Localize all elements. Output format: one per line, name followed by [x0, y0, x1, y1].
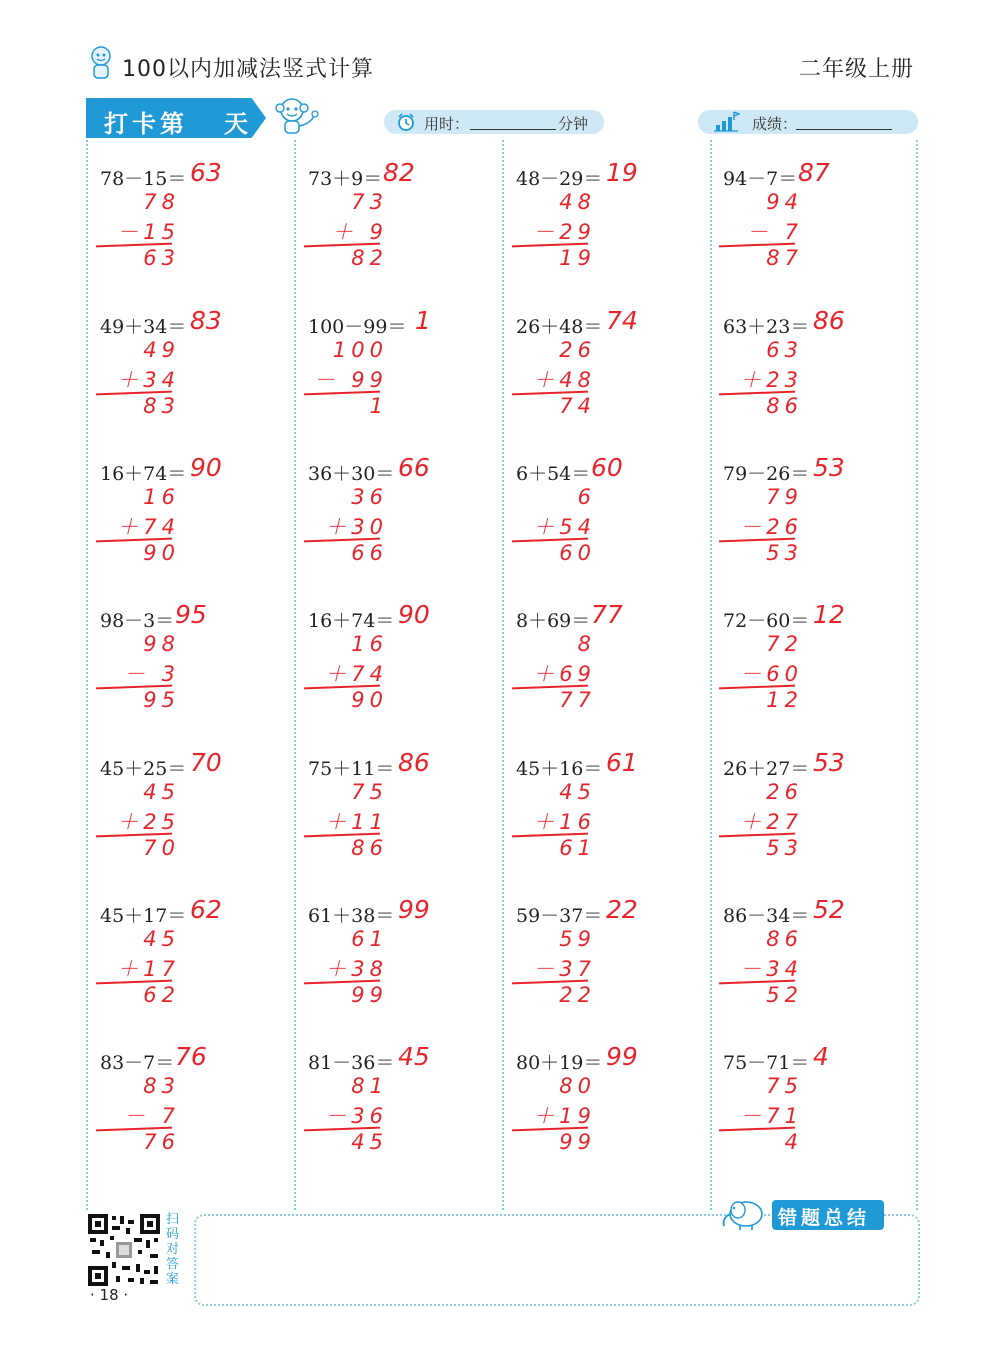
column-top-number: 59	[559, 927, 596, 951]
problem-cell	[709, 298, 909, 438]
elephant-icon	[716, 1196, 768, 1232]
column-operator-number: ＋54	[533, 515, 596, 539]
column-result: 52	[766, 983, 803, 1007]
column-top-number: 16	[351, 632, 388, 656]
handwritten-answer: 74	[606, 306, 638, 335]
problem-equation: 79－26＝	[723, 463, 810, 485]
column-operator-number: ＋27	[740, 810, 803, 834]
handwritten-answer: 63	[190, 158, 222, 187]
problem-cell	[709, 150, 909, 290]
handwritten-answer: 62	[190, 895, 222, 924]
column-top-number: 72	[766, 632, 803, 656]
handwritten-answer: 4	[813, 1042, 829, 1071]
column-result: 90	[351, 688, 388, 712]
column-operator-number: －60	[740, 662, 803, 686]
column-operator-number: ＋74	[117, 515, 180, 539]
handwritten-answer: 53	[813, 453, 845, 482]
column-top-number: 94	[766, 190, 803, 214]
column-operator-number: ＋69	[533, 662, 596, 686]
handwritten-answer: 76	[175, 1042, 207, 1071]
problem-equation: 48－29＝	[516, 168, 603, 190]
column-result: 70	[143, 836, 180, 860]
problem-equation: 98－3＝	[100, 610, 175, 632]
column-result: 99	[559, 1130, 596, 1154]
column-top-number: 63	[766, 338, 803, 362]
column-top-number: 98	[143, 632, 180, 656]
problem-equation: 75＋11＝	[308, 758, 395, 780]
problem-equation: 100－99＝	[308, 316, 407, 338]
problem-cell	[86, 150, 286, 290]
column-result: 95	[143, 688, 180, 712]
column-result: 77	[559, 688, 596, 712]
handwritten-answer: 60	[591, 453, 623, 482]
column-operator-number: ＋48	[533, 368, 596, 392]
column-result: 86	[766, 394, 803, 418]
problem-cell	[502, 592, 702, 732]
column-operator-number: － 3	[123, 662, 180, 686]
problem-cell	[709, 1034, 909, 1174]
column-operator-number: －36	[325, 1104, 388, 1128]
score-input-line[interactable]	[796, 129, 892, 130]
column-result: 87	[766, 246, 803, 270]
problem-equation: 61＋38＝	[308, 905, 395, 927]
problem-equation: 8＋69＝	[516, 610, 591, 632]
column-top-number: 6	[577, 485, 596, 509]
column-operator-number: －37	[533, 957, 596, 981]
cartoon-monkey-logo-icon	[86, 44, 116, 82]
problem-cell	[709, 592, 909, 732]
column-result: 90	[143, 541, 180, 565]
checkin-day-unit: 天	[224, 110, 248, 138]
handwritten-answer: 86	[398, 748, 430, 777]
handwritten-answer: 52	[813, 895, 845, 924]
column-operator-number: ＋ 9	[331, 220, 388, 244]
column-result: 83	[143, 394, 180, 418]
problem-cell	[294, 740, 494, 880]
handwritten-answer: 90	[398, 600, 430, 629]
column-top-number: 83	[143, 1074, 180, 1098]
column-operator-number: －34	[740, 957, 803, 981]
problem-equation: 59－37＝	[516, 905, 603, 927]
column-top-number: 36	[351, 485, 388, 509]
column-operator-number: － 7	[746, 220, 803, 244]
column-operator-number: － 7	[123, 1104, 180, 1128]
handwritten-answer: 83	[190, 306, 222, 335]
handwritten-answer: 82	[383, 158, 415, 187]
problem-cell	[709, 445, 909, 585]
column-operator-number: ＋30	[325, 515, 388, 539]
problem-cell	[294, 445, 494, 585]
column-result: 74	[559, 394, 596, 418]
qr-code-icon[interactable]	[86, 1212, 162, 1288]
column-top-number: 75	[766, 1074, 803, 1098]
problem-equation: 45＋16＝	[516, 758, 603, 780]
column-top-number: 26	[766, 780, 803, 804]
time-label: 用时：	[424, 115, 470, 133]
column-top-number: 78	[143, 190, 180, 214]
column-result: 99	[351, 983, 388, 1007]
column-operator-number: －29	[533, 220, 596, 244]
column-operator-number: ＋25	[117, 810, 180, 834]
problem-equation: 16＋74＝	[100, 463, 187, 485]
problem-cell	[294, 1034, 494, 1174]
problem-cell	[502, 445, 702, 585]
column-result: 12	[766, 688, 803, 712]
problem-cell	[502, 1034, 702, 1174]
column-operator-number: ＋11	[325, 810, 388, 834]
grade-label: 二年级上册	[798, 57, 914, 82]
column-result: 19	[559, 246, 596, 270]
book-title: 100以内加减法竖式计算	[122, 57, 374, 82]
column-result: 53	[766, 836, 803, 860]
score-label: 成绩：	[752, 115, 798, 133]
column-result: 22	[559, 983, 596, 1007]
alarm-clock-icon	[396, 112, 416, 132]
column-operator-number: －15	[117, 220, 180, 244]
problem-equation: 26＋48＝	[516, 316, 603, 338]
problem-equation: 72－60＝	[723, 610, 810, 632]
problem-cell	[502, 740, 702, 880]
problem-equation: 81－36＝	[308, 1052, 395, 1074]
column-operator-number: ＋38	[325, 957, 388, 981]
problem-equation: 83－7＝	[100, 1052, 175, 1074]
problem-cell	[502, 887, 702, 1027]
handwritten-answer: 61	[606, 748, 638, 777]
column-top-number: 16	[143, 485, 180, 509]
problem-equation: 36＋30＝	[308, 463, 395, 485]
column-top-number: 45	[143, 780, 180, 804]
column-result: 66	[351, 541, 388, 565]
column-top-number: 73	[351, 190, 388, 214]
monkey-mascot-icon	[268, 94, 320, 140]
problem-cell	[86, 298, 286, 438]
column-operator-number: ＋23	[740, 368, 803, 392]
handwritten-answer: 95	[175, 600, 207, 629]
time-input-line[interactable]	[470, 129, 556, 130]
column-top-number: 79	[766, 485, 803, 509]
column-result: 76	[143, 1130, 180, 1154]
column-result: 62	[143, 983, 180, 1007]
problem-equation: 45＋25＝	[100, 758, 187, 780]
problem-equation: 75－71＝	[723, 1052, 810, 1074]
problem-cell	[502, 150, 702, 290]
column-operator-number: ＋74	[325, 662, 388, 686]
column-result: 61	[559, 836, 596, 860]
column-top-number: 26	[559, 338, 596, 362]
handwritten-answer: 99	[398, 895, 430, 924]
problem-equation: 26＋27＝	[723, 758, 810, 780]
problem-cell	[294, 298, 494, 438]
problem-equation: 73＋9＝	[308, 168, 383, 190]
column-operator-number: ＋17	[117, 957, 180, 981]
handwritten-answer: 45	[398, 1042, 430, 1071]
problem-cell	[294, 887, 494, 1027]
problem-cell	[86, 1034, 286, 1174]
handwritten-answer: 12	[813, 600, 845, 629]
checkin-label: 打卡第	[104, 110, 188, 138]
problem-cell	[86, 887, 286, 1027]
problem-equation: 49＋34＝	[100, 316, 187, 338]
handwritten-answer: 77	[591, 600, 623, 629]
problem-cell	[294, 150, 494, 290]
handwritten-answer: 19	[606, 158, 638, 187]
problem-equation: 86－34＝	[723, 905, 810, 927]
problem-cell	[86, 740, 286, 880]
handwritten-answer: 90	[190, 453, 222, 482]
scan-for-answers-text: 扫码对答案	[166, 1212, 180, 1287]
problem-cell	[709, 887, 909, 1027]
column-operator-number: ＋16	[533, 810, 596, 834]
column-result: 53	[766, 541, 803, 565]
handwritten-answer: 1	[415, 306, 431, 335]
frame-right-line	[916, 140, 918, 1210]
column-top-number: 61	[351, 927, 388, 951]
column-operator-number: －71	[740, 1104, 803, 1128]
problem-equation: 16＋74＝	[308, 610, 395, 632]
time-unit: 分钟	[558, 115, 589, 133]
handwritten-answer: 53	[813, 748, 845, 777]
mistake-summary-label: 错题总结	[778, 1207, 871, 1229]
column-result: 86	[351, 836, 388, 860]
column-operator-number: － 99	[313, 368, 388, 392]
column-top-number: 100	[332, 338, 388, 362]
column-top-number: 75	[351, 780, 388, 804]
column-top-number: 45	[559, 780, 596, 804]
problem-cell	[709, 740, 909, 880]
column-result: 82	[351, 246, 388, 270]
column-top-number: 80	[559, 1074, 596, 1098]
problem-equation: 78－15＝	[100, 168, 187, 190]
column-operator-number: ＋34	[117, 368, 180, 392]
column-top-number: 49	[143, 338, 180, 362]
column-operator-number: ＋19	[533, 1104, 596, 1128]
bar-chart-flag-icon	[712, 110, 740, 134]
column-top-number: 86	[766, 927, 803, 951]
problem-cell	[86, 592, 286, 732]
page-number: · 18 ·	[90, 1286, 129, 1304]
problem-equation: 80＋19＝	[516, 1052, 603, 1074]
handwritten-answer: 70	[190, 748, 222, 777]
column-top-number: 48	[559, 190, 596, 214]
problem-equation: 94－7＝	[723, 168, 798, 190]
problem-equation: 45＋17＝	[100, 905, 187, 927]
column-top-number: 8	[577, 632, 596, 656]
problem-cell	[502, 298, 702, 438]
column-result: 1	[369, 394, 388, 418]
problem-cell	[294, 592, 494, 732]
column-result: 4	[784, 1130, 803, 1154]
problem-equation: 63＋23＝	[723, 316, 810, 338]
handwritten-answer: 87	[798, 158, 830, 187]
handwritten-answer: 66	[398, 453, 430, 482]
problem-cell	[86, 445, 286, 585]
column-result: 45	[351, 1130, 388, 1154]
problem-equation: 6＋54＝	[516, 463, 591, 485]
column-top-number: 81	[351, 1074, 388, 1098]
column-operator-number: －26	[740, 515, 803, 539]
column-top-number: 45	[143, 927, 180, 951]
handwritten-answer: 86	[813, 306, 845, 335]
handwritten-answer: 22	[606, 895, 638, 924]
handwritten-answer: 99	[606, 1042, 638, 1071]
column-result: 60	[559, 541, 596, 565]
column-result: 63	[143, 246, 180, 270]
